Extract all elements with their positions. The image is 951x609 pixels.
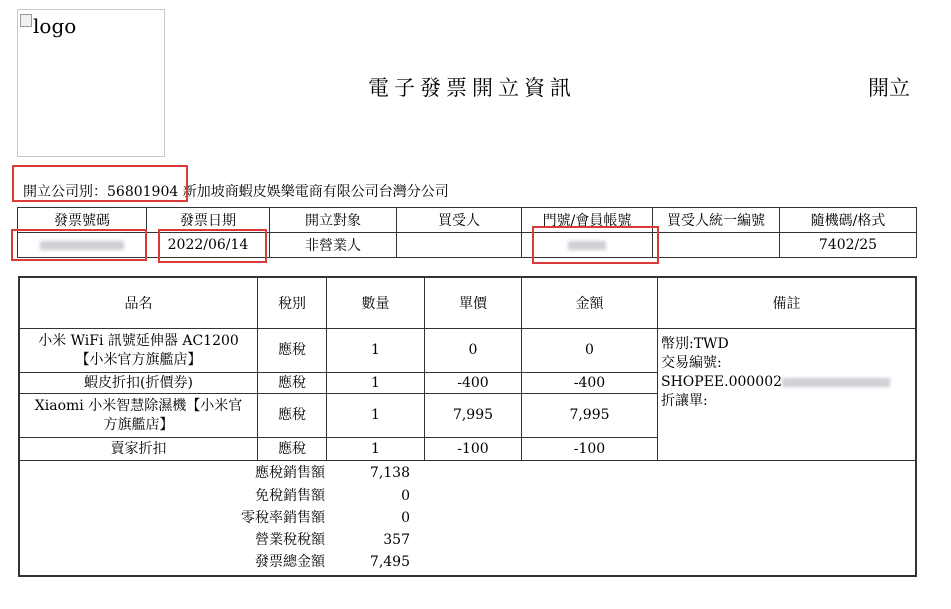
col-quantity: 數量 — [327, 277, 425, 329]
page-title: 電子發票開立資訊 — [368, 76, 576, 100]
remark-discount: 折讓單: — [661, 393, 708, 409]
col-buyer-tax-id: 買受人統一編號 — [653, 208, 780, 233]
col-remarks: 備註 — [658, 277, 917, 329]
items-header-row — [19, 277, 916, 329]
invoice-no-value — [18, 233, 147, 258]
invoice-header-values — [18, 233, 917, 258]
remark-currency: 幣別:TWD — [661, 336, 729, 352]
broken-image-icon — [20, 14, 32, 27]
member-account-value — [522, 233, 653, 258]
col-target: 開立對象 — [270, 208, 397, 233]
company-name: 新加坡商蝦皮娛樂電商有限公司台灣分公司 — [182, 184, 449, 200]
logo-alt-text: logo — [20, 14, 76, 38]
item-amount: 0 — [522, 329, 658, 373]
summary-total-amount: 發票總金額 7,495 — [255, 554, 410, 570]
item-qty: 1 — [327, 329, 425, 373]
company-info — [23, 181, 449, 201]
item-amount: 7,995 — [522, 394, 658, 438]
redacted-member-account — [568, 241, 606, 250]
item-tax: 應稅 — [258, 438, 327, 461]
invoice-status: 開立 — [868, 76, 910, 100]
redacted-invoice-no — [40, 241, 124, 250]
invoice-date-value: 2022/06/14 — [147, 233, 270, 258]
item-amount: -400 — [522, 373, 658, 394]
item-unit-price: 0 — [425, 329, 522, 373]
company-tax-id: 56801904 — [107, 184, 179, 200]
table-row — [19, 329, 916, 373]
item-name: 賣家折扣 — [19, 438, 258, 461]
col-tax-type: 稅別 — [258, 277, 327, 329]
summary-cell — [19, 461, 916, 577]
remark-trade-no-label: 交易編號: — [661, 355, 722, 371]
remarks-cell — [658, 329, 917, 461]
item-name: Xiaomi 小米智慧除濕機【小米官 方旗艦店】 — [19, 394, 258, 438]
col-item-name: 品名 — [19, 277, 258, 329]
col-member-account: 門號/會員帳號 — [522, 208, 653, 233]
item-amount: -100 — [522, 438, 658, 461]
item-tax: 應稅 — [258, 329, 327, 373]
summary-business-tax: 營業稅稅額 357 — [255, 532, 410, 548]
col-amount: 金額 — [522, 277, 658, 329]
items-table — [18, 276, 917, 577]
random-code-value: 7402/25 — [780, 233, 917, 258]
logo-image — [17, 9, 165, 157]
redacted-trade-no — [782, 378, 890, 387]
item-qty: 1 — [327, 373, 425, 394]
item-unit-price: -400 — [425, 373, 522, 394]
remark-trade-no: SHOPEE.000002 — [661, 373, 912, 392]
buyer-value — [397, 233, 522, 258]
col-invoice-no: 發票號碼 — [18, 208, 147, 233]
col-unit-price: 單價 — [425, 277, 522, 329]
item-qty: 1 — [327, 394, 425, 438]
summary-row — [19, 461, 916, 577]
summary-tax-free-sales: 免稅銷售額 0 — [255, 488, 410, 504]
col-random-code: 隨機碼/格式 — [780, 208, 917, 233]
item-unit-price: 7,995 — [425, 394, 522, 438]
company-label: 開立公司別： — [23, 184, 107, 200]
col-invoice-date: 發票日期 — [147, 208, 270, 233]
invoice-header-table — [17, 207, 917, 258]
item-qty: 1 — [327, 438, 425, 461]
summary-zero-rate-sales: 零稅率銷售額 0 — [241, 510, 410, 526]
target-value: 非營業人 — [270, 233, 397, 258]
invoice-header-columns — [18, 208, 917, 233]
item-tax: 應稅 — [258, 373, 327, 394]
buyer-tax-id-value — [653, 233, 780, 258]
col-buyer: 買受人 — [397, 208, 522, 233]
item-unit-price: -100 — [425, 438, 522, 461]
item-name: 小米 WiFi 訊號延伸器 AC1200 【小米官方旗艦店】 — [19, 329, 258, 373]
item-name: 蝦皮折扣(折價券) — [19, 373, 258, 394]
summary-taxable-sales: 應稅銷售額 7,138 — [255, 465, 410, 481]
item-tax: 應稅 — [258, 394, 327, 438]
